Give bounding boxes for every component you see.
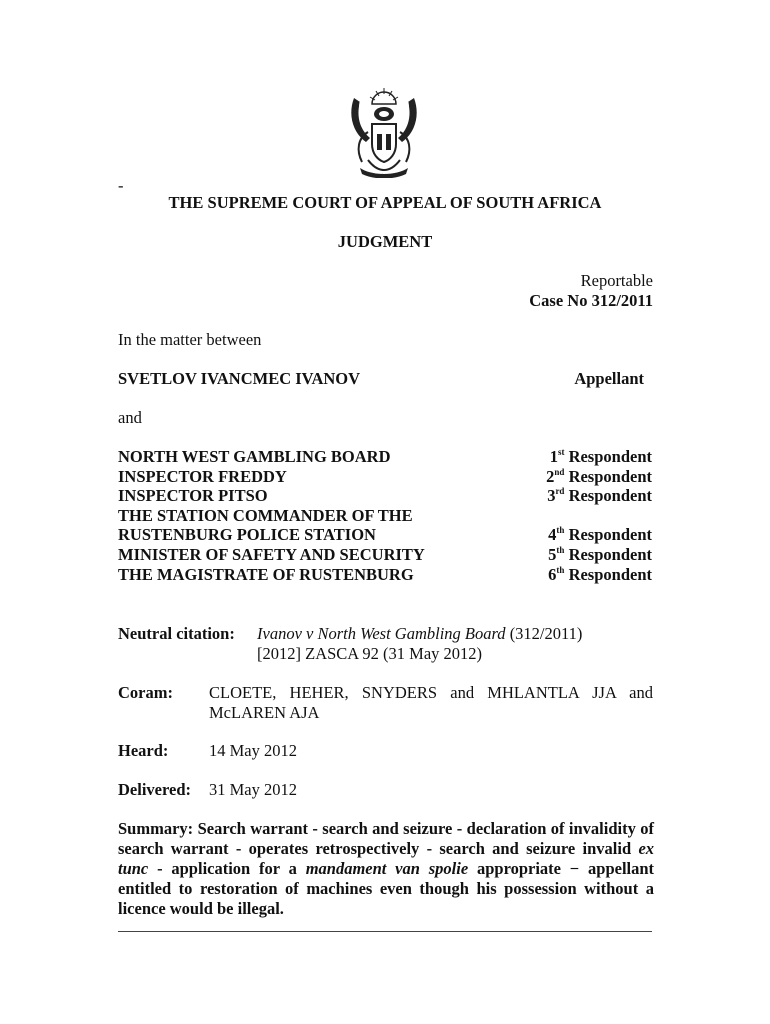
coram-line-1: CLOETE, HEHER, SNYDERS and MHLANTLA JJA and xyxy=(209,683,653,702)
delivered-label: Delivered: xyxy=(118,780,192,799)
appellant-role: Appellant xyxy=(574,369,644,388)
summary-text-2: - application for a xyxy=(157,859,297,878)
respondent-role: 5th Respondent xyxy=(548,544,652,564)
coram-label: Coram: xyxy=(118,683,173,702)
document-type-heading: JUDGMENT xyxy=(337,232,433,251)
bottom-rule xyxy=(118,931,652,932)
respondent-role: 4th Respondent xyxy=(548,524,652,544)
respondent-name: NORTH WEST GAMBLING BOARD xyxy=(118,447,391,466)
parties-intro: In the matter between xyxy=(118,330,262,349)
summary-italic-2: mandament van spolie xyxy=(305,859,469,878)
appellant-name: SVETLOV IVANCMEC IVANOV xyxy=(118,369,361,388)
reportable-label: Reportable xyxy=(580,271,653,290)
respondent-name: MINISTER OF SAFETY AND SECURITY xyxy=(118,545,425,564)
summary-label: Summary: xyxy=(118,819,194,838)
respondent-name: THE MAGISTRATE OF RUSTENBURG xyxy=(118,565,414,584)
coat-of-arms-emblem xyxy=(346,84,422,178)
page-dash: - xyxy=(118,176,124,195)
respondent-role: 1st Respondent xyxy=(549,446,652,466)
respondent-name: THE STATION COMMANDER OF THE xyxy=(118,506,413,525)
summary-italic-1: ex tunc xyxy=(118,839,655,878)
respondent-name: INSPECTOR FREDDY xyxy=(118,467,287,486)
case-number: Case No 312/2011 xyxy=(529,291,653,310)
citation-case-name: Ivanov v North West Gambling Board xyxy=(257,624,506,643)
heard-label: Heard: xyxy=(118,741,169,760)
respondent-name: RUSTENBURG POLICE STATION xyxy=(118,525,376,544)
citation-line-2: [2012] ZASCA 92 (31 May 2012) xyxy=(257,644,483,663)
citation-line-1 xyxy=(257,624,582,644)
respondent-role: 2nd Respondent xyxy=(546,466,652,486)
citation-label: Neutral citation: xyxy=(118,624,235,643)
heard-date: 14 May 2012 xyxy=(209,741,297,760)
coram-line-2: McLAREN AJA xyxy=(209,703,320,722)
parties-conjunction: and xyxy=(118,408,142,427)
summary-text-3: appropriate − appellant entitled to restoration of machines even though his possession without a licence would be illegal. xyxy=(118,859,655,918)
delivered-date: 31 May 2012 xyxy=(209,780,297,799)
respondent-name: INSPECTOR PITSO xyxy=(118,486,268,505)
respondent-role: 3rd Respondent xyxy=(547,485,652,505)
citation-case-ref: (312/2011) xyxy=(509,624,583,643)
respondent-role: 6th Respondent xyxy=(548,564,652,584)
summary-paragraph xyxy=(118,819,654,919)
summary-text-1: Search warrant - search and seizure - declaration of invalidity of search warrant - operates retrospectively - search and seizure invalid xyxy=(118,819,655,858)
court-title: THE SUPREME COURT OF APPEAL OF SOUTH AFRICA xyxy=(168,193,602,212)
